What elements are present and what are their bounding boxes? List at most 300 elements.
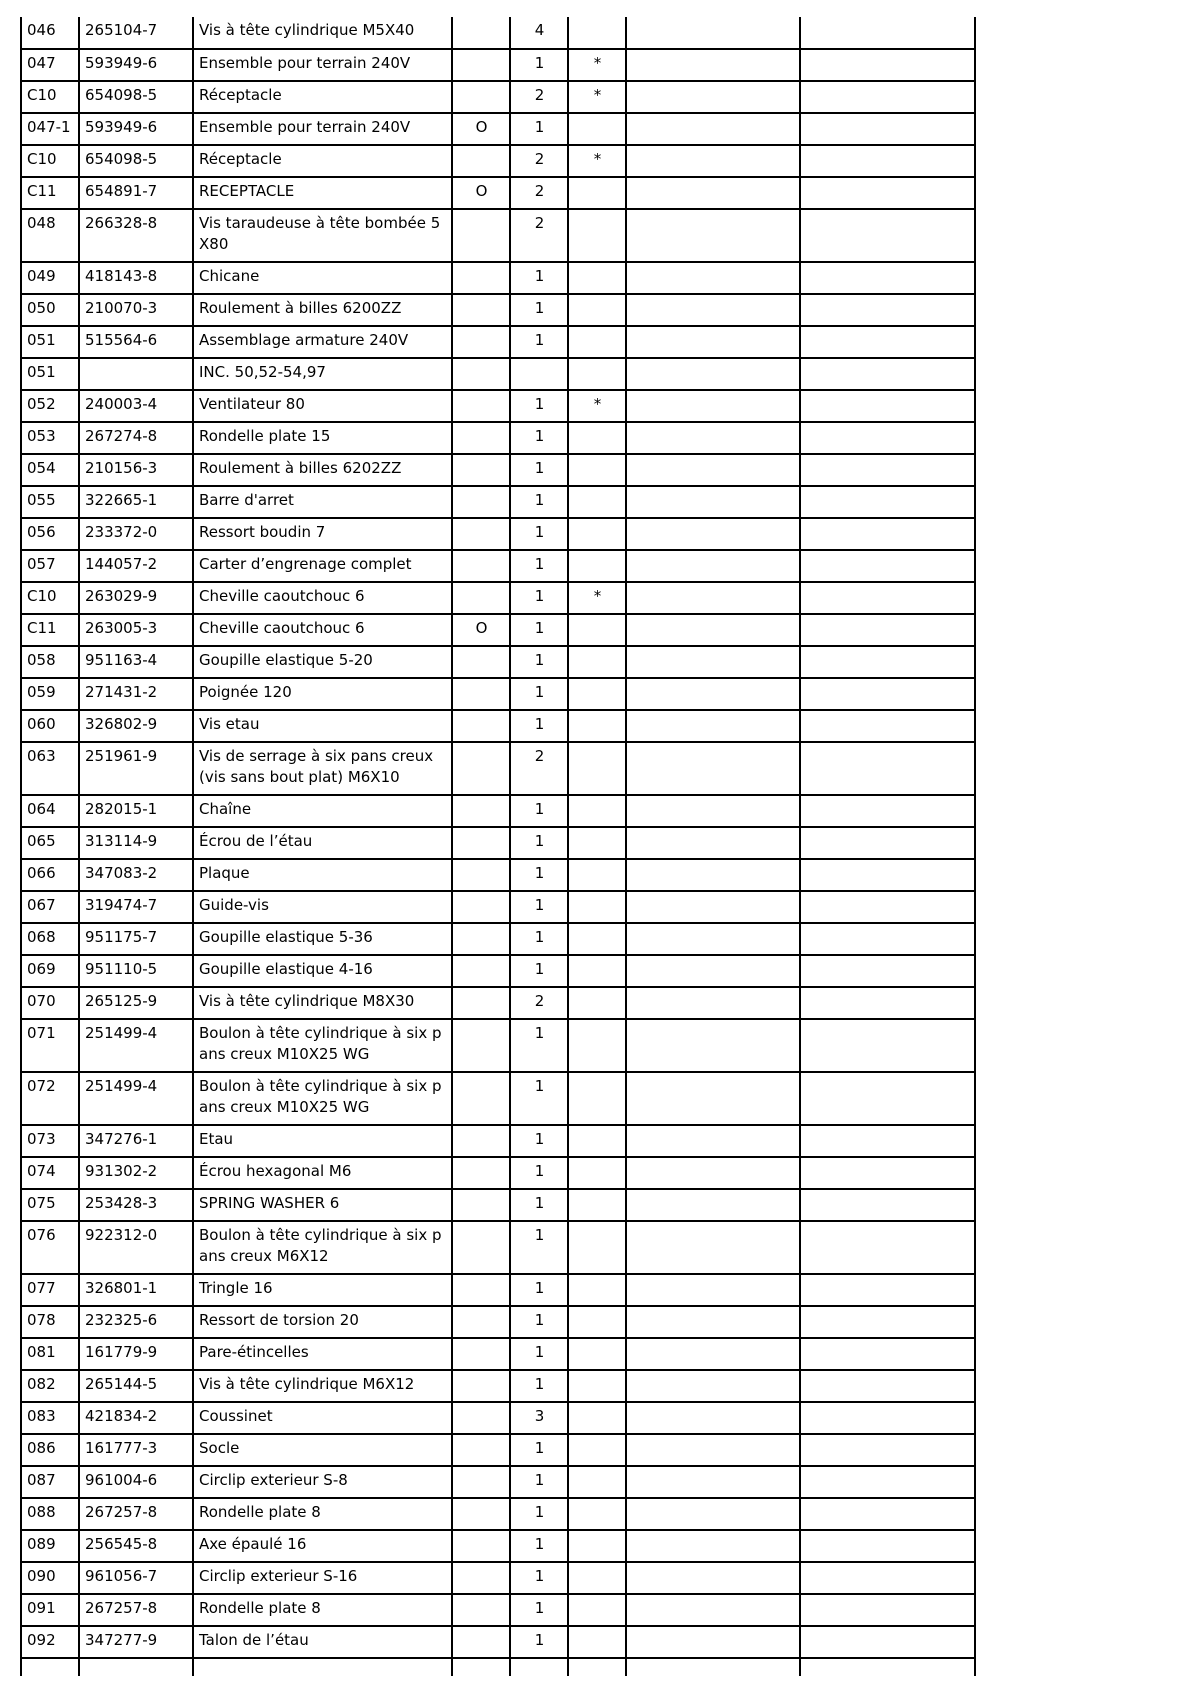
blank-cell [800, 795, 975, 827]
marker-cell [568, 646, 626, 678]
blank-cell [626, 518, 800, 550]
blank-cell [800, 646, 975, 678]
quantity-cell: 4 [510, 17, 568, 49]
option-cell [452, 827, 510, 859]
quantity-cell: 1 [510, 1125, 568, 1157]
blank-cell [800, 1125, 975, 1157]
quantity-cell: 1 [510, 1562, 568, 1594]
part-number-cell: 951175-7 [79, 923, 193, 955]
option-cell [452, 742, 510, 795]
table-row [21, 1530, 975, 1562]
marker-cell [568, 678, 626, 710]
quantity-cell: 2 [510, 81, 568, 113]
quantity-cell: 1 [510, 422, 568, 454]
marker-cell: * [568, 49, 626, 81]
item-number-cell: 073 [21, 1125, 79, 1157]
blank-cell [626, 1306, 800, 1338]
quantity-cell: 1 [510, 614, 568, 646]
description-cell: Carter d’engrenage complet [193, 550, 452, 582]
option-cell [452, 81, 510, 113]
part-number-cell: 263005-3 [79, 614, 193, 646]
option-cell [452, 678, 510, 710]
quantity-cell: 1 [510, 827, 568, 859]
blank-cell [800, 955, 975, 987]
marker-cell [568, 1157, 626, 1189]
quantity-cell: 1 [510, 1338, 568, 1370]
blank-cell [626, 891, 800, 923]
part-number-cell: 256545-8 [79, 1530, 193, 1562]
quantity-cell: 2 [510, 742, 568, 795]
marker-cell [568, 209, 626, 262]
blank-cell [626, 710, 800, 742]
marker-cell [568, 113, 626, 145]
description-cell: Talon de l’étau [193, 1626, 452, 1658]
quantity-cell: 1 [510, 1466, 568, 1498]
item-number-cell: 048 [21, 209, 79, 262]
quantity-cell [510, 358, 568, 390]
blank-cell [800, 358, 975, 390]
table-row [21, 1189, 975, 1221]
part-number-cell: 233372-0 [79, 518, 193, 550]
blank-cell [800, 1594, 975, 1626]
empty-cell [452, 1658, 510, 1676]
blank-cell [626, 1221, 800, 1274]
quantity-cell: 1 [510, 1274, 568, 1306]
blank-cell [626, 486, 800, 518]
blank-cell [626, 17, 800, 49]
table-row [21, 17, 975, 49]
blank-cell [800, 1072, 975, 1125]
quantity-cell: 1 [510, 1498, 568, 1530]
option-cell [452, 422, 510, 454]
table-row [21, 518, 975, 550]
marker-cell [568, 614, 626, 646]
quantity-cell: 1 [510, 1189, 568, 1221]
marker-cell [568, 1306, 626, 1338]
description-cell: Rondelle plate 8 [193, 1498, 452, 1530]
option-cell [452, 1498, 510, 1530]
description-cell: Pare-étincelles [193, 1338, 452, 1370]
quantity-cell: 1 [510, 795, 568, 827]
item-number-cell: 088 [21, 1498, 79, 1530]
table-row [21, 1370, 975, 1402]
marker-cell [568, 1562, 626, 1594]
quantity-cell: 1 [510, 1157, 568, 1189]
item-number-cell: 063 [21, 742, 79, 795]
part-number-cell: 251499-4 [79, 1072, 193, 1125]
item-number-cell: 053 [21, 422, 79, 454]
marker-cell [568, 262, 626, 294]
table-row [21, 1402, 975, 1434]
blank-cell [626, 422, 800, 454]
blank-cell [800, 987, 975, 1019]
part-number-cell: 240003-4 [79, 390, 193, 422]
option-cell [452, 582, 510, 614]
table-row [21, 358, 975, 390]
item-number-cell: 071 [21, 1019, 79, 1072]
empty-cell [568, 1658, 626, 1676]
option-cell [452, 859, 510, 891]
part-number-cell: 161777-3 [79, 1434, 193, 1466]
description-cell: Tringle 16 [193, 1274, 452, 1306]
item-number-cell: 052 [21, 390, 79, 422]
option-cell [452, 1125, 510, 1157]
option-cell [452, 795, 510, 827]
part-number-cell: 210156-3 [79, 454, 193, 486]
marker-cell [568, 710, 626, 742]
blank-cell [626, 923, 800, 955]
option-cell [452, 1434, 510, 1466]
marker-cell [568, 891, 626, 923]
blank-cell [800, 582, 975, 614]
marker-cell [568, 859, 626, 891]
marker-cell [568, 177, 626, 209]
part-number-cell: 271431-2 [79, 678, 193, 710]
empty-cell [79, 1658, 193, 1676]
marker-cell [568, 294, 626, 326]
description-cell: Écrou de l’étau [193, 827, 452, 859]
option-cell: O [452, 614, 510, 646]
quantity-cell: 1 [510, 1306, 568, 1338]
item-number-cell: C10 [21, 582, 79, 614]
blank-cell [800, 1466, 975, 1498]
item-number-cell: 051 [21, 326, 79, 358]
table-row [21, 486, 975, 518]
item-number-cell: 069 [21, 955, 79, 987]
item-number-cell: 086 [21, 1434, 79, 1466]
item-number-cell: 081 [21, 1338, 79, 1370]
option-cell [452, 390, 510, 422]
part-number-cell: 319474-7 [79, 891, 193, 923]
blank-cell [626, 1189, 800, 1221]
marker-cell: * [568, 582, 626, 614]
option-cell [452, 326, 510, 358]
item-number-cell: 055 [21, 486, 79, 518]
part-number-cell: 251961-9 [79, 742, 193, 795]
item-number-cell: 046 [21, 17, 79, 49]
table-row [21, 1306, 975, 1338]
description-cell: Boulon à tête cylindrique à six pans creux M6X12 [193, 1221, 452, 1274]
blank-cell [800, 486, 975, 518]
blank-cell [800, 1402, 975, 1434]
item-number-cell: 050 [21, 294, 79, 326]
blank-cell [626, 1274, 800, 1306]
quantity-cell: 1 [510, 550, 568, 582]
option-cell [452, 1562, 510, 1594]
option-cell [452, 17, 510, 49]
blank-cell [800, 145, 975, 177]
quantity-cell: 1 [510, 326, 568, 358]
option-cell [452, 1370, 510, 1402]
blank-cell [800, 1338, 975, 1370]
description-cell: Axe épaulé 16 [193, 1530, 452, 1562]
marker-cell: * [568, 145, 626, 177]
item-number-cell: 058 [21, 646, 79, 678]
description-cell: Réceptacle [193, 81, 452, 113]
option-cell [452, 710, 510, 742]
blank-cell [626, 859, 800, 891]
table-row [21, 294, 975, 326]
item-number-cell: 064 [21, 795, 79, 827]
blank-cell [800, 923, 975, 955]
marker-cell [568, 1221, 626, 1274]
table-row [21, 955, 975, 987]
option-cell [452, 1466, 510, 1498]
quantity-cell: 1 [510, 486, 568, 518]
item-number-cell: 091 [21, 1594, 79, 1626]
table-row [21, 113, 975, 145]
part-number-cell: 347277-9 [79, 1626, 193, 1658]
option-cell [452, 1306, 510, 1338]
quantity-cell: 3 [510, 1402, 568, 1434]
item-number-cell: 060 [21, 710, 79, 742]
item-number-cell: 092 [21, 1626, 79, 1658]
blank-cell [800, 891, 975, 923]
description-cell: Vis à tête cylindrique M8X30 [193, 987, 452, 1019]
option-cell [452, 1019, 510, 1072]
option-cell [452, 1274, 510, 1306]
blank-cell [626, 326, 800, 358]
description-cell: Écrou hexagonal M6 [193, 1157, 452, 1189]
item-number-cell: 068 [21, 923, 79, 955]
marker-cell [568, 1466, 626, 1498]
empty-cell [193, 1658, 452, 1676]
part-number-cell: 347276-1 [79, 1125, 193, 1157]
item-number-cell: 057 [21, 550, 79, 582]
blank-cell [800, 422, 975, 454]
blank-cell [800, 614, 975, 646]
item-number-cell: 076 [21, 1221, 79, 1274]
blank-cell [800, 177, 975, 209]
blank-cell [800, 49, 975, 81]
blank-cell [800, 1306, 975, 1338]
blank-cell [800, 518, 975, 550]
blank-cell [626, 678, 800, 710]
blank-cell [800, 1626, 975, 1658]
marker-cell [568, 955, 626, 987]
part-number-cell: 267257-8 [79, 1498, 193, 1530]
quantity-cell: 1 [510, 454, 568, 486]
item-number-cell: 078 [21, 1306, 79, 1338]
table-row [21, 987, 975, 1019]
table-row [21, 1594, 975, 1626]
item-number-cell: 077 [21, 1274, 79, 1306]
blank-cell [800, 710, 975, 742]
option-cell [452, 1402, 510, 1434]
marker-cell [568, 1338, 626, 1370]
part-number-cell: 326802-9 [79, 710, 193, 742]
blank-cell [626, 294, 800, 326]
part-number-cell: 251499-4 [79, 1019, 193, 1072]
option-cell: O [452, 113, 510, 145]
option-cell [452, 646, 510, 678]
table-row [21, 646, 975, 678]
table-row [21, 145, 975, 177]
blank-cell [800, 1274, 975, 1306]
blank-cell [626, 1072, 800, 1125]
item-number-cell: 066 [21, 859, 79, 891]
table-row-continuation [21, 1658, 975, 1676]
blank-cell [800, 678, 975, 710]
description-cell: Vis à tête cylindrique M6X12 [193, 1370, 452, 1402]
blank-cell [626, 1019, 800, 1072]
blank-cell [626, 209, 800, 262]
part-number-cell: 144057-2 [79, 550, 193, 582]
marker-cell [568, 550, 626, 582]
option-cell [452, 1530, 510, 1562]
part-number-cell: 265104-7 [79, 17, 193, 49]
marker-cell: * [568, 390, 626, 422]
parts-table [20, 17, 976, 1676]
item-number-cell: 067 [21, 891, 79, 923]
quantity-cell: 2 [510, 177, 568, 209]
part-number-cell: 265144-5 [79, 1370, 193, 1402]
option-cell [452, 518, 510, 550]
blank-cell [800, 17, 975, 49]
table-row [21, 49, 975, 81]
blank-cell [626, 646, 800, 678]
part-number-cell: 263029-9 [79, 582, 193, 614]
description-cell: SPRING WASHER 6 [193, 1189, 452, 1221]
table-row [21, 262, 975, 294]
blank-cell [626, 614, 800, 646]
table-row [21, 390, 975, 422]
blank-cell [626, 1562, 800, 1594]
quantity-cell: 1 [510, 1072, 568, 1125]
quantity-cell: 1 [510, 390, 568, 422]
description-cell: INC. 50,52-54,97 [193, 358, 452, 390]
table-row [21, 582, 975, 614]
item-number-cell: 083 [21, 1402, 79, 1434]
table-row [21, 1338, 975, 1370]
part-number-cell: 922312-0 [79, 1221, 193, 1274]
description-cell: Goupille elastique 5-20 [193, 646, 452, 678]
description-cell: Chicane [193, 262, 452, 294]
option-cell [452, 923, 510, 955]
option-cell [452, 209, 510, 262]
blank-cell [800, 113, 975, 145]
quantity-cell: 1 [510, 646, 568, 678]
option-cell [452, 1221, 510, 1274]
item-number-cell: 059 [21, 678, 79, 710]
description-cell: Roulement à billes 6200ZZ [193, 294, 452, 326]
blank-cell [626, 1338, 800, 1370]
blank-cell [626, 1370, 800, 1402]
blank-cell [800, 859, 975, 891]
part-number-cell [79, 358, 193, 390]
marker-cell [568, 923, 626, 955]
table-row [21, 454, 975, 486]
table-row [21, 209, 975, 262]
description-cell: RECEPTACLE [193, 177, 452, 209]
table-row [21, 742, 975, 795]
item-number-cell: 047-1 [21, 113, 79, 145]
option-cell: O [452, 177, 510, 209]
blank-cell [800, 454, 975, 486]
marker-cell [568, 1434, 626, 1466]
item-number-cell: 072 [21, 1072, 79, 1125]
blank-cell [800, 550, 975, 582]
table-row [21, 1434, 975, 1466]
item-number-cell: 047 [21, 49, 79, 81]
quantity-cell: 2 [510, 987, 568, 1019]
part-number-cell: 654891-7 [79, 177, 193, 209]
blank-cell [800, 827, 975, 859]
blank-cell [626, 390, 800, 422]
option-cell [452, 987, 510, 1019]
marker-cell [568, 1370, 626, 1402]
description-cell: Vis de serrage à six pans creux (vis sans bout plat) M6X10 [193, 742, 452, 795]
table-row [21, 1221, 975, 1274]
option-cell [452, 550, 510, 582]
quantity-cell: 1 [510, 923, 568, 955]
description-cell: Guide-vis [193, 891, 452, 923]
item-number-cell: 054 [21, 454, 79, 486]
description-cell: Circlip exterieur S-16 [193, 1562, 452, 1594]
item-number-cell: 049 [21, 262, 79, 294]
blank-cell [800, 742, 975, 795]
option-cell [452, 454, 510, 486]
blank-cell [626, 1466, 800, 1498]
description-cell: Assemblage armature 240V [193, 326, 452, 358]
blank-cell [626, 262, 800, 294]
option-cell [452, 1189, 510, 1221]
quantity-cell: 1 [510, 1221, 568, 1274]
blank-cell [626, 955, 800, 987]
part-number-cell: 593949-6 [79, 49, 193, 81]
part-number-cell: 313114-9 [79, 827, 193, 859]
quantity-cell: 1 [510, 1370, 568, 1402]
marker-cell [568, 518, 626, 550]
part-number-cell: 282015-1 [79, 795, 193, 827]
option-cell [452, 145, 510, 177]
part-number-cell: 421834-2 [79, 1402, 193, 1434]
table-row [21, 81, 975, 113]
description-cell: Rondelle plate 15 [193, 422, 452, 454]
part-number-cell: 232325-6 [79, 1306, 193, 1338]
item-number-cell: C10 [21, 145, 79, 177]
quantity-cell: 1 [510, 710, 568, 742]
part-number-cell: 931302-2 [79, 1157, 193, 1189]
option-cell [452, 358, 510, 390]
blank-cell [800, 1019, 975, 1072]
table-row [21, 923, 975, 955]
quantity-cell: 1 [510, 678, 568, 710]
description-cell: Ensemble pour terrain 240V [193, 49, 452, 81]
quantity-cell: 1 [510, 1594, 568, 1626]
marker-cell [568, 795, 626, 827]
description-cell: Vis à tête cylindrique M5X40 [193, 17, 452, 49]
blank-cell [626, 1594, 800, 1626]
description-cell: Boulon à tête cylindrique à six pans creux M10X25 WG [193, 1072, 452, 1125]
marker-cell [568, 1019, 626, 1072]
description-cell: Chaîne [193, 795, 452, 827]
blank-cell [626, 1402, 800, 1434]
table-row [21, 326, 975, 358]
table-row [21, 1157, 975, 1189]
blank-cell [800, 262, 975, 294]
table-row [21, 1562, 975, 1594]
marker-cell [568, 358, 626, 390]
option-cell [452, 1594, 510, 1626]
description-cell: Roulement à billes 6202ZZ [193, 454, 452, 486]
blank-cell [626, 454, 800, 486]
quantity-cell: 1 [510, 294, 568, 326]
item-number-cell: C11 [21, 614, 79, 646]
blank-cell [626, 582, 800, 614]
blank-cell [800, 1189, 975, 1221]
part-number-cell: 347083-2 [79, 859, 193, 891]
